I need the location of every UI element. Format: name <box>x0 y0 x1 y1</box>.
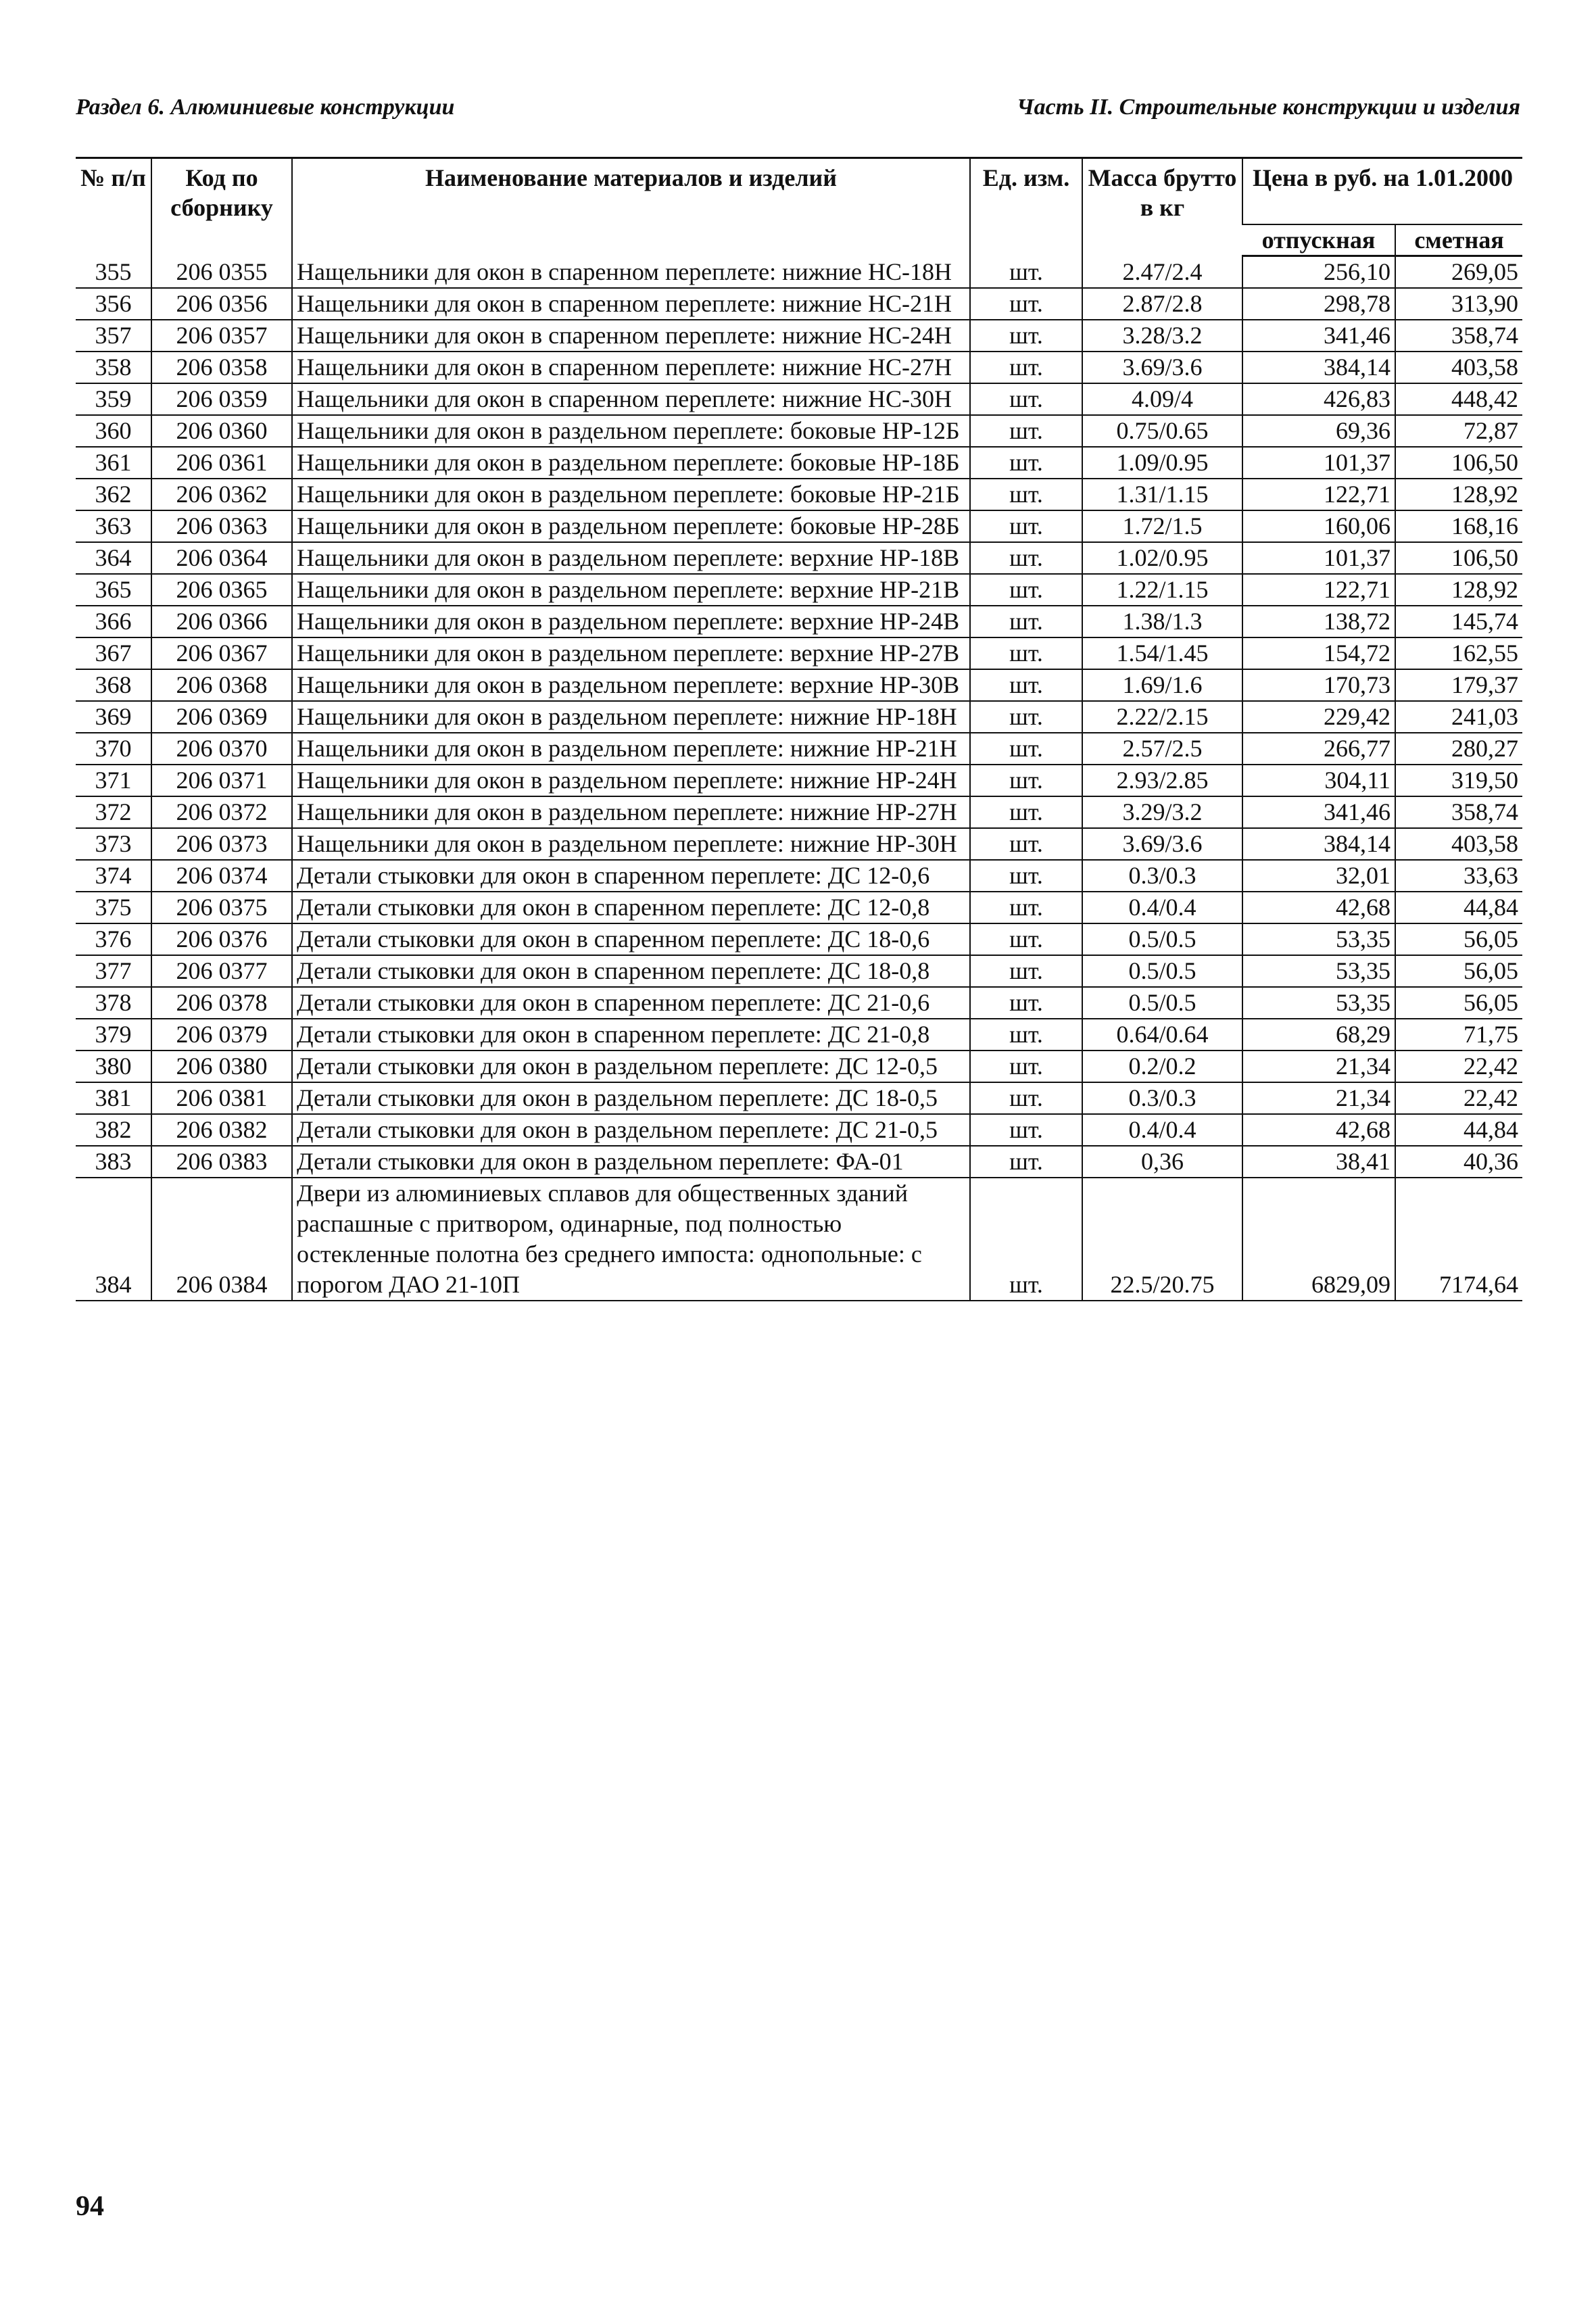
row-unit: шт. <box>970 828 1082 860</box>
row-number: 370 <box>95 735 132 762</box>
row-code: 206 0379 <box>151 1019 292 1051</box>
row-code: 206 0363 <box>151 510 292 542</box>
table-row <box>76 320 1522 352</box>
table-row <box>76 1019 1522 1051</box>
row-unit: шт. <box>970 383 1082 415</box>
row-price-release: 341,46 <box>1242 320 1395 352</box>
row-price-release: 53,35 <box>1242 955 1395 987</box>
row-number: 374 <box>95 862 132 889</box>
row-name: Детали стыковки для окон в раздельном переплете: ФА-01 <box>292 1146 970 1178</box>
row-mass: 0.64/0.64 <box>1082 1019 1242 1051</box>
table-row <box>76 637 1522 669</box>
row-unit: шт. <box>970 987 1082 1019</box>
row-price-estimate: 71,75 <box>1395 1019 1522 1051</box>
row-price-estimate: 72,87 <box>1395 415 1522 447</box>
row-code: 206 0358 <box>151 352 292 383</box>
row-number: 358 <box>95 354 132 381</box>
row-mass: 1.69/1.6 <box>1082 669 1242 701</box>
row-code: 206 0362 <box>151 479 292 510</box>
col-header-num: № п/п <box>76 158 151 256</box>
row-code: 206 0372 <box>151 796 292 828</box>
table-row <box>76 1051 1522 1082</box>
row-name: Нащельники для окон в раздельном переплете: боковые НР-28Б <box>292 510 970 542</box>
row-number: 375 <box>95 894 132 921</box>
row-code: 206 0373 <box>151 828 292 860</box>
row-mass: 1.54/1.45 <box>1082 637 1242 669</box>
row-price-estimate: 33,63 <box>1395 860 1522 892</box>
row-mass: 1.38/1.3 <box>1082 606 1242 637</box>
row-name: Нащельники для окон в раздельном переплете: нижние НР-21Н <box>292 733 970 765</box>
row-price-release: 341,46 <box>1242 796 1395 828</box>
row-unit: шт. <box>970 733 1082 765</box>
row-mass: 2.93/2.85 <box>1082 765 1242 796</box>
row-mass: 1.72/1.5 <box>1082 510 1242 542</box>
row-unit: шт. <box>970 320 1082 352</box>
row-price-release: 68,29 <box>1242 1019 1395 1051</box>
row-number: 357 <box>95 322 132 349</box>
row-mass: 2.22/2.15 <box>1082 701 1242 733</box>
row-code: 206 0365 <box>151 574 292 606</box>
row-number: 363 <box>95 512 132 539</box>
row-number: 377 <box>95 957 132 984</box>
row-price-estimate: 44,84 <box>1395 1114 1522 1146</box>
row-price-release: 256,10 <box>1242 256 1395 289</box>
table-row <box>76 1178 1522 1301</box>
row-code: 206 0375 <box>151 892 292 923</box>
row-price-release: 53,35 <box>1242 987 1395 1019</box>
row-unit: шт. <box>970 574 1082 606</box>
table-row <box>76 669 1522 701</box>
row-unit: шт. <box>970 955 1082 987</box>
row-code: 206 0378 <box>151 987 292 1019</box>
row-price-estimate: 358,74 <box>1395 796 1522 828</box>
row-mass: 3.69/3.6 <box>1082 828 1242 860</box>
table-row <box>76 765 1522 796</box>
row-unit: шт. <box>970 1051 1082 1082</box>
row-price-release: 304,11 <box>1242 765 1395 796</box>
row-name: Детали стыковки для окон в раздельном переплете: ДС 21-0,5 <box>292 1114 970 1146</box>
row-unit: шт. <box>970 288 1082 320</box>
row-unit: шт. <box>970 606 1082 637</box>
row-name: Нащельники для окон в раздельном переплете: нижние НР-18Н <box>292 701 970 733</box>
table-row <box>76 860 1522 892</box>
row-number: 379 <box>95 1021 132 1048</box>
row-price-estimate: 106,50 <box>1395 447 1522 479</box>
row-price-release: 101,37 <box>1242 542 1395 574</box>
row-price-estimate: 179,37 <box>1395 669 1522 701</box>
table-row <box>76 955 1522 987</box>
row-price-release: 154,72 <box>1242 637 1395 669</box>
row-price-release: 69,36 <box>1242 415 1395 447</box>
row-mass: 3.28/3.2 <box>1082 320 1242 352</box>
row-mass: 0.4/0.4 <box>1082 1114 1242 1146</box>
row-unit: шт. <box>970 765 1082 796</box>
row-number: 365 <box>95 576 132 603</box>
col-header-mass: Масса брутто в кг <box>1082 158 1242 256</box>
row-code: 206 0376 <box>151 923 292 955</box>
row-price-release: 229,42 <box>1242 701 1395 733</box>
page-number: 94 <box>76 2191 104 2222</box>
row-number: 359 <box>95 385 132 412</box>
row-name: Нащельники для окон в спаренном переплете: нижние НС-30Н <box>292 383 970 415</box>
row-price-release: 426,83 <box>1242 383 1395 415</box>
table-row <box>76 1114 1522 1146</box>
row-price-release: 138,72 <box>1242 606 1395 637</box>
row-price-estimate: 448,42 <box>1395 383 1522 415</box>
table-row <box>76 256 1522 289</box>
row-price-estimate: 241,03 <box>1395 701 1522 733</box>
row-mass: 1.22/1.15 <box>1082 574 1242 606</box>
row-name: Нащельники для окон в раздельном переплете: нижние НР-27Н <box>292 796 970 828</box>
row-price-release: 38,41 <box>1242 1146 1395 1178</box>
row-name: Двери из алюминиевых сплавов для общественных зданий распашные с притвором, одинарные, под полностью остекленные полотна без среднего импоста: однопольные: с порогом ДАО 21-10П <box>292 1178 970 1301</box>
row-number: 384 <box>95 1271 132 1298</box>
row-price-estimate: 56,05 <box>1395 987 1522 1019</box>
row-mass: 1.31/1.15 <box>1082 479 1242 510</box>
row-unit: шт. <box>970 447 1082 479</box>
row-price-estimate: 145,74 <box>1395 606 1522 637</box>
row-number: 369 <box>95 703 132 730</box>
table-row <box>76 479 1522 510</box>
row-price-estimate: 7174,64 <box>1395 1178 1522 1301</box>
row-code: 206 0370 <box>151 733 292 765</box>
row-name: Нащельники для окон в раздельном переплете: боковые НР-18Б <box>292 447 970 479</box>
col-header-price: Цена в руб. на 1.01.2000 <box>1242 158 1522 225</box>
row-name: Нащельники для окон в раздельном переплете: верхние НР-27В <box>292 637 970 669</box>
row-mass: 2.87/2.8 <box>1082 288 1242 320</box>
col-header-unit: Ед. изм. <box>970 158 1082 256</box>
row-code: 206 0371 <box>151 765 292 796</box>
row-code: 206 0380 <box>151 1051 292 1082</box>
row-code: 206 0366 <box>151 606 292 637</box>
col-header-price-release: отпускная <box>1242 224 1395 256</box>
row-code: 206 0368 <box>151 669 292 701</box>
row-price-release: 170,73 <box>1242 669 1395 701</box>
row-name: Нащельники для окон в раздельном переплете: верхние НР-18В <box>292 542 970 574</box>
row-code: 206 0360 <box>151 415 292 447</box>
row-unit: шт. <box>970 415 1082 447</box>
row-number: 381 <box>95 1084 132 1111</box>
row-mass: 0,36 <box>1082 1146 1242 1178</box>
row-price-estimate: 403,58 <box>1395 352 1522 383</box>
row-price-estimate: 106,50 <box>1395 542 1522 574</box>
row-price-estimate: 358,74 <box>1395 320 1522 352</box>
row-name: Нащельники для окон в спаренном переплете: нижние НС-18Н <box>292 256 970 289</box>
row-name: Нащельники для окон в раздельном переплете: нижние НР-30Н <box>292 828 970 860</box>
row-number: 364 <box>95 544 132 571</box>
row-unit: шт. <box>970 542 1082 574</box>
row-price-release: 32,01 <box>1242 860 1395 892</box>
row-price-release: 6829,09 <box>1242 1178 1395 1301</box>
table-row <box>76 574 1522 606</box>
row-code: 206 0359 <box>151 383 292 415</box>
row-name: Нащельники для окон в раздельном переплете: верхние НР-30В <box>292 669 970 701</box>
row-code: 206 0383 <box>151 1146 292 1178</box>
row-code: 206 0382 <box>151 1114 292 1146</box>
row-number: 360 <box>95 417 132 444</box>
table-row <box>76 352 1522 383</box>
row-unit: шт. <box>970 796 1082 828</box>
row-price-release: 384,14 <box>1242 828 1395 860</box>
row-mass: 0.3/0.3 <box>1082 1082 1242 1114</box>
row-unit: шт. <box>970 637 1082 669</box>
row-number: 371 <box>95 767 132 794</box>
row-mass: 0.75/0.65 <box>1082 415 1242 447</box>
row-mass: 0.4/0.4 <box>1082 892 1242 923</box>
row-name: Детали стыковки для окон в спаренном переплете: ДС 12-0,6 <box>292 860 970 892</box>
row-price-release: 122,71 <box>1242 574 1395 606</box>
row-price-release: 298,78 <box>1242 288 1395 320</box>
row-number: 362 <box>95 481 132 508</box>
row-number: 380 <box>95 1053 132 1080</box>
table-body <box>76 256 1522 1301</box>
table-row <box>76 733 1522 765</box>
row-name: Детали стыковки для окон в спаренном переплете: ДС 21-0,6 <box>292 987 970 1019</box>
row-mass: 1.09/0.95 <box>1082 447 1242 479</box>
row-price-estimate: 128,92 <box>1395 479 1522 510</box>
price-table <box>76 157 1522 1301</box>
row-code: 206 0357 <box>151 320 292 352</box>
row-unit: шт. <box>970 892 1082 923</box>
row-code: 206 0356 <box>151 288 292 320</box>
row-name: Детали стыковки для окон в раздельном переплете: ДС 12-0,5 <box>292 1051 970 1082</box>
row-price-estimate: 319,50 <box>1395 765 1522 796</box>
row-price-release: 266,77 <box>1242 733 1395 765</box>
row-name: Нащельники для окон в раздельном переплете: нижние НР-24Н <box>292 765 970 796</box>
row-name: Нащельники для окон в спаренном переплете: нижние НС-24Н <box>292 320 970 352</box>
row-price-release: 160,06 <box>1242 510 1395 542</box>
row-price-release: 122,71 <box>1242 479 1395 510</box>
row-name: Детали стыковки для окон в спаренном переплете: ДС 12-0,8 <box>292 892 970 923</box>
row-code: 206 0374 <box>151 860 292 892</box>
table-row <box>76 828 1522 860</box>
row-price-estimate: 56,05 <box>1395 955 1522 987</box>
row-number: 356 <box>95 290 132 317</box>
row-code: 206 0355 <box>151 256 292 289</box>
row-unit: шт. <box>970 1178 1082 1301</box>
row-price-release: 21,34 <box>1242 1051 1395 1082</box>
row-name: Нащельники для окон в раздельном переплете: боковые НР-12Б <box>292 415 970 447</box>
row-price-release: 42,68 <box>1242 892 1395 923</box>
row-code: 206 0364 <box>151 542 292 574</box>
row-name: Детали стыковки для окон в спаренном переплете: ДС 18-0,8 <box>292 955 970 987</box>
row-mass: 0.3/0.3 <box>1082 860 1242 892</box>
row-unit: шт. <box>970 669 1082 701</box>
row-number: 366 <box>95 608 132 635</box>
table-row <box>76 1082 1522 1114</box>
table-row <box>76 796 1522 828</box>
table-row <box>76 447 1522 479</box>
section-header: Раздел 6. Алюминиевые конструкции <box>76 95 455 120</box>
row-price-estimate: 269,05 <box>1395 256 1522 289</box>
table-row <box>76 701 1522 733</box>
row-mass: 3.29/3.2 <box>1082 796 1242 828</box>
row-price-release: 101,37 <box>1242 447 1395 479</box>
table-row <box>76 892 1522 923</box>
row-price-release: 42,68 <box>1242 1114 1395 1146</box>
row-mass: 1.02/0.95 <box>1082 542 1242 574</box>
row-price-estimate: 44,84 <box>1395 892 1522 923</box>
row-number: 368 <box>95 671 132 698</box>
row-unit: шт. <box>970 1146 1082 1178</box>
row-name: Детали стыковки для окон в спаренном переплете: ДС 21-0,8 <box>292 1019 970 1051</box>
row-unit: шт. <box>970 352 1082 383</box>
row-mass: 0.5/0.5 <box>1082 955 1242 987</box>
row-number: 378 <box>95 989 132 1016</box>
row-code: 206 0369 <box>151 701 292 733</box>
row-name: Нащельники для окон в спаренном переплете: нижние НС-21Н <box>292 288 970 320</box>
row-price-estimate: 22,42 <box>1395 1051 1522 1082</box>
row-unit: шт. <box>970 1114 1082 1146</box>
row-name: Детали стыковки для окон в спаренном переплете: ДС 18-0,6 <box>292 923 970 955</box>
table-row <box>76 288 1522 320</box>
row-unit: шт. <box>970 1019 1082 1051</box>
table-row <box>76 923 1522 955</box>
col-header-price-estimate: сметная <box>1395 224 1522 256</box>
row-code: 206 0381 <box>151 1082 292 1114</box>
row-unit: шт. <box>970 701 1082 733</box>
row-price-estimate: 56,05 <box>1395 923 1522 955</box>
row-price-estimate: 22,42 <box>1395 1082 1522 1114</box>
row-number: 382 <box>95 1116 132 1143</box>
table-row <box>76 542 1522 574</box>
row-number: 383 <box>95 1148 132 1175</box>
row-mass: 2.47/2.4 <box>1082 256 1242 289</box>
row-price-estimate: 162,55 <box>1395 637 1522 669</box>
row-unit: шт. <box>970 479 1082 510</box>
table-row <box>76 1146 1522 1178</box>
row-price-estimate: 40,36 <box>1395 1146 1522 1178</box>
row-name: Нащельники для окон в раздельном переплете: верхние НР-24В <box>292 606 970 637</box>
row-code: 206 0367 <box>151 637 292 669</box>
row-name: Нащельники для окон в раздельном переплете: верхние НР-21В <box>292 574 970 606</box>
row-price-estimate: 168,16 <box>1395 510 1522 542</box>
table-row <box>76 383 1522 415</box>
row-price-estimate: 403,58 <box>1395 828 1522 860</box>
row-code: 206 0384 <box>151 1178 292 1301</box>
row-mass: 0.5/0.5 <box>1082 923 1242 955</box>
row-price-estimate: 313,90 <box>1395 288 1522 320</box>
row-mass: 0.5/0.5 <box>1082 987 1242 1019</box>
row-number: 367 <box>95 640 132 667</box>
row-code: 206 0361 <box>151 447 292 479</box>
row-price-release: 384,14 <box>1242 352 1395 383</box>
row-mass: 4.09/4 <box>1082 383 1242 415</box>
row-name: Нащельники для окон в спаренном переплете: нижние НС-27Н <box>292 352 970 383</box>
row-price-estimate: 280,27 <box>1395 733 1522 765</box>
row-code: 206 0377 <box>151 955 292 987</box>
col-header-code: Код по сборнику <box>151 158 292 256</box>
row-unit: шт. <box>970 860 1082 892</box>
row-unit: шт. <box>970 923 1082 955</box>
row-price-release: 53,35 <box>1242 923 1395 955</box>
row-price-estimate: 128,92 <box>1395 574 1522 606</box>
row-unit: шт. <box>970 256 1082 289</box>
table-row <box>76 987 1522 1019</box>
row-name: Нащельники для окон в раздельном переплете: боковые НР-21Б <box>292 479 970 510</box>
row-number: 355 <box>95 258 132 285</box>
row-number: 372 <box>95 798 132 825</box>
row-mass: 22.5/20.75 <box>1082 1178 1242 1301</box>
table-row <box>76 415 1522 447</box>
row-name: Детали стыковки для окон в раздельном переплете: ДС 18-0,5 <box>292 1082 970 1114</box>
row-mass: 3.69/3.6 <box>1082 352 1242 383</box>
row-number: 373 <box>95 830 132 857</box>
row-number: 376 <box>95 925 132 952</box>
row-unit: шт. <box>970 510 1082 542</box>
part-header: Часть II. Строительные конструкции и изделия <box>1017 95 1520 120</box>
col-header-name: Наименование материалов и изделий <box>292 158 970 256</box>
row-number: 361 <box>95 449 132 476</box>
table-row <box>76 510 1522 542</box>
row-mass: 2.57/2.5 <box>1082 733 1242 765</box>
table-row <box>76 606 1522 637</box>
row-price-release: 21,34 <box>1242 1082 1395 1114</box>
row-mass: 0.2/0.2 <box>1082 1051 1242 1082</box>
row-unit: шт. <box>970 1082 1082 1114</box>
